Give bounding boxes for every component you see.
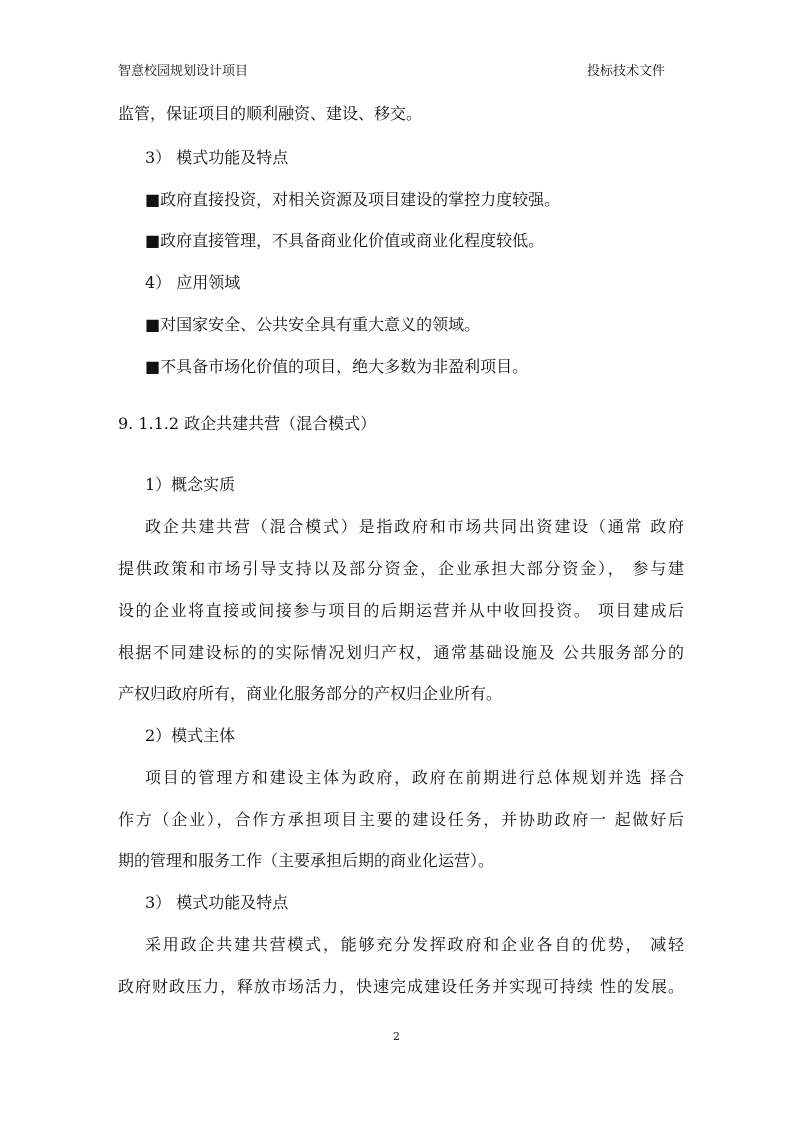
paragraph-line: 采用政企共建共营模式，能够充分发挥政府和企业各自的优势， 减轻 (145, 935, 684, 954)
subsection-title: 9. 1.1.2 政企共建共营（混合模式） (118, 414, 377, 433)
paragraph-line: 根据不同建设标的的实际情况划归产权，通常基础设施及 公共服务部分的 (118, 643, 684, 662)
bullet-item: ■政府直接投资，对相关资源及项目建设的掌控力度较强。 (145, 190, 561, 209)
section-heading: 1）概念实质 (145, 475, 236, 494)
paragraph-line: 项目的管理方和建设主体为政府，政府在前期进行总体规划并选 择合 (145, 768, 684, 787)
header-document-type: 投标技术文件 (586, 64, 665, 79)
bullet-item: ■对国家安全、公共安全具有重大意义的领域。 (145, 315, 481, 334)
bullet-item: ■不具备市场化价值的项目，绝大多数为非盈利项目。 (145, 357, 529, 376)
header-project-title: 智意校园规划设计项目 (118, 64, 249, 79)
section-heading: 3） 模式功能及特点 (145, 148, 289, 167)
paragraph-line: 监管，保证项目的顺利融资、建设、移交。 (118, 104, 423, 123)
page-number: 2 (393, 1030, 400, 1043)
paragraph-line: 政府财政压力，释放市场活力，快速完成建设任务并实现可持续 性的发展。 (118, 977, 684, 996)
page-header (118, 60, 665, 80)
bullet-item: ■政府直接管理，不具备商业化价值或商业化程度较低。 (145, 231, 545, 250)
paragraph-line: 期的管理和服务工作（主要承担后期的商业化运营）。 (118, 851, 495, 870)
section-heading: 3） 模式功能及特点 (145, 893, 289, 912)
paragraph-line: 政企共建共营（混合模式）是指政府和市场共同出资建设（通常 政府 (145, 517, 684, 536)
paragraph-line: 产权归政府所有，商业化服务部分的产权归企业所有。 (118, 684, 503, 703)
section-heading: 2）模式主体 (145, 726, 236, 745)
paragraph-line: 设的企业将直接或间接参与项目的后期运营并从中收回投资。 项目建成后 (118, 601, 684, 620)
paragraph-line: 作方（企业），合作方承担项目主要的建设任务，并协助政府一 起做好后 (118, 810, 684, 829)
paragraph-line: 提供政策和市场引导支持以及部分资金，企业承担大部分资金）， 参与建 (118, 559, 684, 578)
section-heading: 4） 应用领域 (145, 273, 241, 292)
